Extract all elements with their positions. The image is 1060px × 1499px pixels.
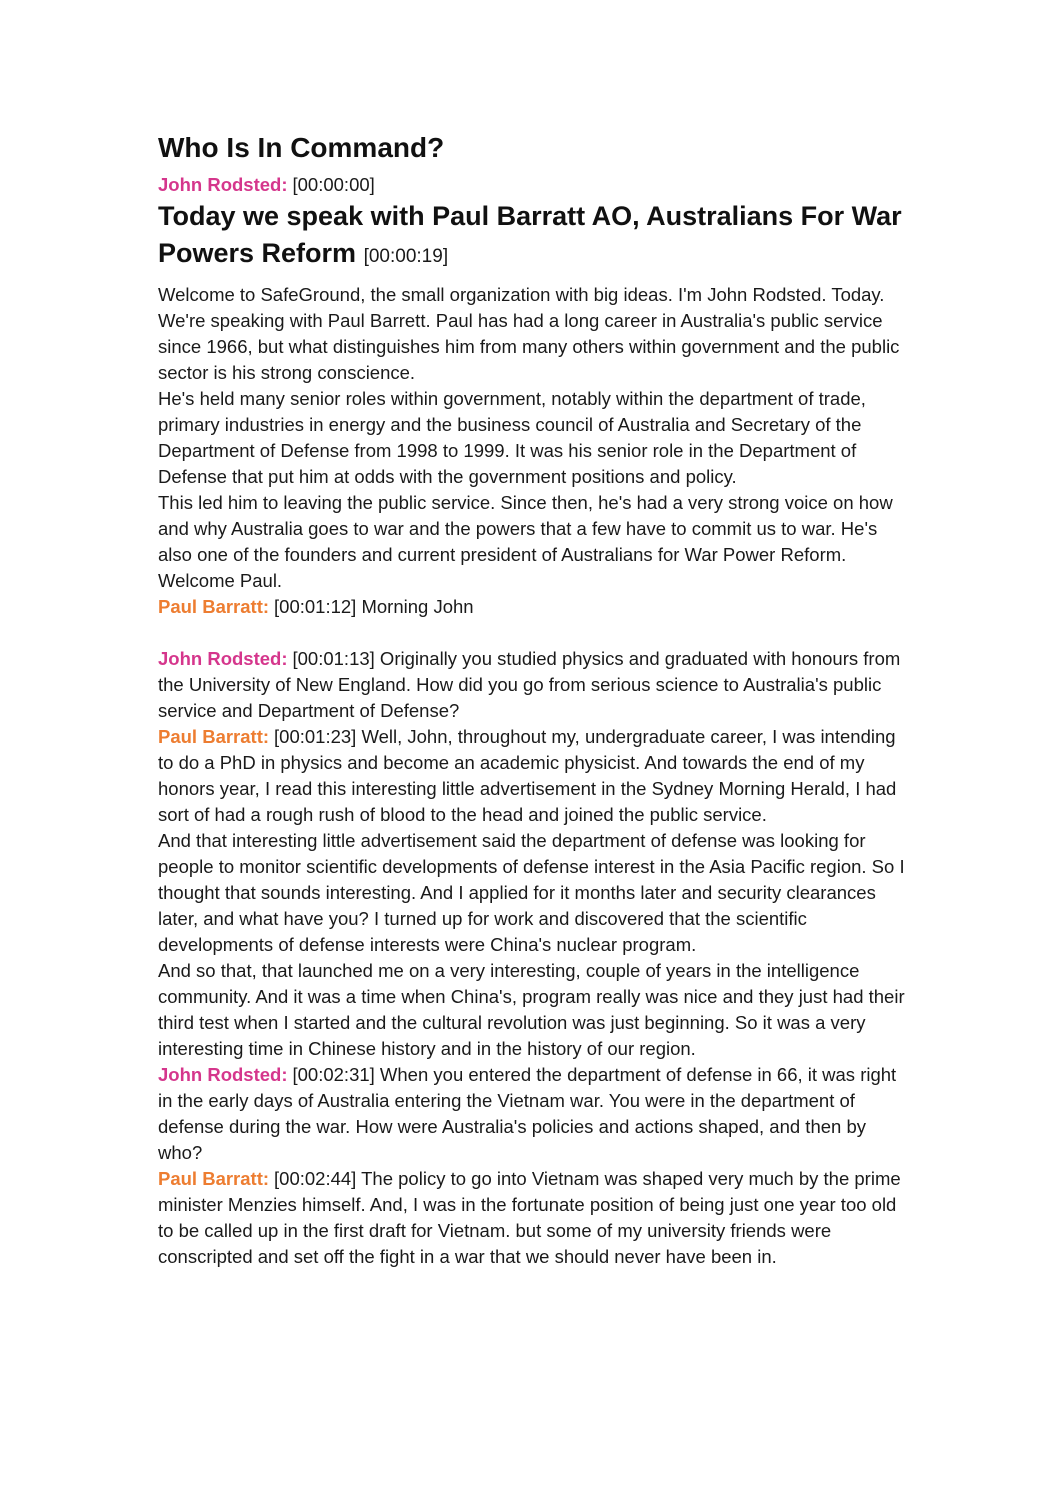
page-title: Who Is In Command? bbox=[158, 132, 445, 163]
episode-subtitle bbox=[158, 198, 970, 275]
transcript-paragraph bbox=[158, 1062, 906, 1166]
speech-text: And that interesting little advertisement said the department of defense was looking for people to monitor scientific developments of defense interest in the Asia Pacific region. So I thought that sounds interesting. And I applied for it months later and security clearances later, and what have you? I turned up for work and discovered that the scientific developments of defense interests were China's nuclear program. bbox=[158, 830, 905, 955]
blank-line bbox=[158, 620, 906, 646]
transcript-paragraph bbox=[158, 490, 906, 594]
intro-speaker-line bbox=[158, 172, 906, 198]
speech-text: Welcome to SafeGround, the small organization with big ideas. I'm John Rodsted. Today. We're speaking with Paul Barrett. Paul has had a long career in Australia's public service since 1966, but what distinguishes him from many others within government and the public sector is his strong conscience. bbox=[158, 284, 900, 383]
subtitle-text: Today we speak with Paul Barratt AO, Australians For War Powers Reform bbox=[158, 201, 902, 268]
transcript-paragraph bbox=[158, 1166, 906, 1270]
transcript-paragraph bbox=[158, 958, 906, 1062]
transcript-paragraph bbox=[158, 646, 906, 724]
speech-text: [00:02:44] The policy to go into Vietnam was shaped very much by the prime minister Menzies himself. And, I was in the fortunate position of being just one year too old to be called up in the first draft for Vietnam. but some of my university friends were conscripted and set off the fight in a war that we should never have been in. bbox=[158, 1168, 901, 1267]
speech-text: And so that, that launched me on a very interesting, couple of years in the intelligence community. And it was a time when China's, program really was nice and they just had their third test when I started and the cultural revolution was just beginning. So it was a very interesting time in Chinese history and in the history of our region. bbox=[158, 960, 905, 1059]
transcript-paragraph bbox=[158, 594, 906, 620]
speaker-label-paul: Paul Barratt: bbox=[158, 596, 270, 617]
transcript-paragraph bbox=[158, 724, 906, 828]
speech-text: [00:01:23] Well, John, throughout my, undergraduate career, I was intending to do a PhD in physics and become an academic physicist. And towards the end of my honors year, I read this interesting little advertisement in the Sydney Morning Herald, I had sort of had a rough rush of blood to the head and joined the public service. bbox=[158, 726, 897, 825]
speech-text: He's held many senior roles within government, notably within the department of trade, primary industries in energy and the business council of Australia and Secretary of the Department of Defense from 1998 to 1999. It was his senior role in the Department of Defense that put him at odds with the government positions and policy. bbox=[158, 388, 866, 487]
transcript-paragraph bbox=[158, 828, 906, 958]
document-content bbox=[158, 130, 906, 1270]
transcript-paragraph bbox=[158, 386, 906, 490]
speaker-label-paul: Paul Barratt: bbox=[158, 1168, 270, 1189]
speech-text: [00:01:13] Originally you studied physics and graduated with honours from the University of New England. How did you go from serious science to Australia's public service and Department of Defense? bbox=[158, 648, 901, 721]
speech-text: This led him to leaving the public service. Since then, he's had a very strong voice on how and why Australia goes to war and the powers that a few have to commit us to war. He's also one of the founders and current president of Australians for War Power Reform. Welcome Paul. bbox=[158, 492, 893, 591]
speech-text: [00:02:31] When you entered the department of defense in 66, it was right in the early days of Australia entering the Vietnam war. You were in the department of defense during the war. How were Australia's policies and actions shaped, and then by who? bbox=[158, 1064, 897, 1163]
transcript-paragraph bbox=[158, 282, 906, 386]
speaker-label-john: John Rodsted: bbox=[158, 174, 288, 195]
speaker-label-john: John Rodsted: bbox=[158, 1064, 288, 1085]
speaker-label-john: John Rodsted: bbox=[158, 648, 288, 669]
timestamp: [00:00:00] bbox=[292, 174, 375, 195]
subtitle-timestamp: [00:00:19] bbox=[363, 246, 449, 267]
speech-text: [00:01:12] Morning John bbox=[274, 596, 474, 617]
speaker-label-paul: Paul Barratt: bbox=[158, 726, 270, 747]
